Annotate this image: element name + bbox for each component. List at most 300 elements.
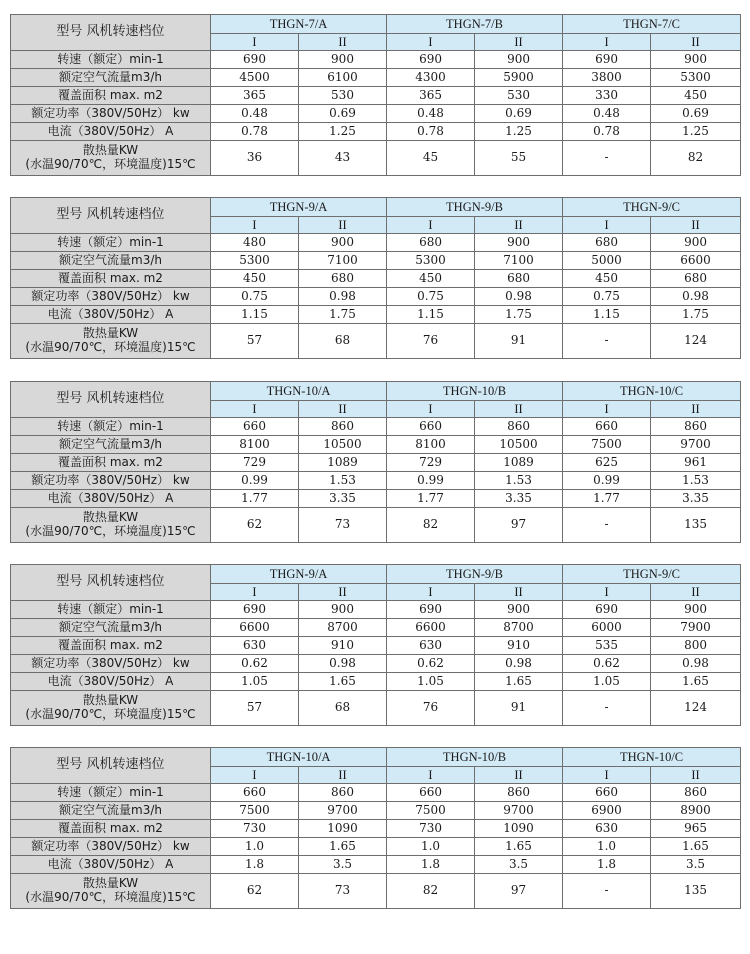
power-row <box>11 288 741 306</box>
heat-value: - <box>563 141 651 176</box>
heat-value: 36 <box>211 141 299 176</box>
speed-label: 转速（额定）min-1 <box>11 51 211 69</box>
power-value: 1.0 <box>563 838 651 856</box>
current-label: 电流（380V/50Hz） A <box>11 123 211 141</box>
airflow-value: 7500 <box>211 802 299 820</box>
current-value: 1.65 <box>651 673 741 691</box>
airflow-value: 5300 <box>211 252 299 270</box>
gear-label: II <box>651 217 741 234</box>
gear-label: II <box>299 584 387 601</box>
model-fan-gear-label: 型号 风机转速档位 <box>11 198 211 234</box>
model-name: THGN-9/B <box>387 198 563 217</box>
gear-label: II <box>475 584 563 601</box>
airflow-label: 额定空气流量m3/h <box>11 436 211 454</box>
current-value: 1.15 <box>387 306 475 324</box>
model-name: THGN-9/A <box>211 198 387 217</box>
heat-value: 124 <box>651 691 741 726</box>
heat-label-line2: (水温90/70℃，环境温度)15℃ <box>25 707 196 721</box>
speed-label: 转速（额定）min-1 <box>11 234 211 252</box>
heat-label-line2: (水温90/70℃，环境温度)15℃ <box>25 157 196 171</box>
model-fan-gear-label: 型号 风机转速档位 <box>11 382 211 418</box>
model-name: THGN-7/A <box>211 15 387 34</box>
power-value: 0.62 <box>563 655 651 673</box>
heat-value: 91 <box>475 324 563 359</box>
model-fan-gear-label: 型号 风机转速档位 <box>11 748 211 784</box>
current-value: 3.35 <box>651 490 741 508</box>
power-value: 1.65 <box>475 838 563 856</box>
model-header-row <box>11 565 741 584</box>
area-value: 910 <box>299 637 387 655</box>
speed-value: 680 <box>563 234 651 252</box>
airflow-value: 6600 <box>387 619 475 637</box>
airflow-value: 4300 <box>387 69 475 87</box>
airflow-label: 额定空气流量m3/h <box>11 802 211 820</box>
area-value: 625 <box>563 454 651 472</box>
power-value: 0.98 <box>651 655 741 673</box>
current-value: 1.8 <box>563 856 651 874</box>
area-label: 覆盖面积 max. m2 <box>11 820 211 838</box>
model-name: THGN-10/B <box>387 382 563 401</box>
current-value: 3.35 <box>299 490 387 508</box>
airflow-value: 6600 <box>651 252 741 270</box>
speed-value: 900 <box>299 234 387 252</box>
model-header-row <box>11 748 741 767</box>
airflow-value: 7500 <box>387 802 475 820</box>
heat-value: 124 <box>651 324 741 359</box>
power-value: 0.98 <box>475 655 563 673</box>
current-value: 1.8 <box>211 856 299 874</box>
area-label: 覆盖面积 max. m2 <box>11 87 211 105</box>
power-value: 0.98 <box>651 288 741 306</box>
airflow-value: 8700 <box>299 619 387 637</box>
area-value: 730 <box>211 820 299 838</box>
area-label: 覆盖面积 max. m2 <box>11 637 211 655</box>
speed-value: 860 <box>651 784 741 802</box>
current-value: 1.77 <box>211 490 299 508</box>
airflow-value: 3800 <box>563 69 651 87</box>
heat-value: - <box>563 508 651 543</box>
current-row <box>11 490 741 508</box>
current-value: 1.05 <box>563 673 651 691</box>
area-value: 729 <box>387 454 475 472</box>
heat-value: 82 <box>387 508 475 543</box>
gear-label: I <box>211 584 299 601</box>
heat-label <box>11 508 211 543</box>
power-value: 0.48 <box>563 105 651 123</box>
airflow-value: 5300 <box>651 69 741 87</box>
area-value: 910 <box>475 637 563 655</box>
speed-value: 900 <box>651 51 741 69</box>
heat-value: 57 <box>211 691 299 726</box>
heat-label-line2: (水温90/70℃，环境温度)15℃ <box>25 524 196 538</box>
speed-row <box>11 234 741 252</box>
gear-label: I <box>563 767 651 784</box>
gear-label: I <box>563 401 651 418</box>
airflow-value: 9700 <box>299 802 387 820</box>
current-value: 1.77 <box>387 490 475 508</box>
model-fan-gear-label: 型号 风机转速档位 <box>11 15 211 51</box>
gear-label: I <box>211 217 299 234</box>
area-value: 961 <box>651 454 741 472</box>
heat-value: 43 <box>299 141 387 176</box>
airflow-value: 9700 <box>475 802 563 820</box>
airflow-value: 6900 <box>563 802 651 820</box>
airflow-value: 8700 <box>475 619 563 637</box>
current-value: 1.25 <box>651 123 741 141</box>
area-label: 覆盖面积 max. m2 <box>11 454 211 472</box>
power-value: 0.62 <box>211 655 299 673</box>
airflow-value: 10500 <box>299 436 387 454</box>
gear-label: II <box>475 217 563 234</box>
area-row <box>11 87 741 105</box>
area-value: 450 <box>563 270 651 288</box>
heat-value: - <box>563 874 651 909</box>
speed-value: 900 <box>475 234 563 252</box>
spec-table-5 <box>10 747 741 909</box>
current-value: 1.15 <box>563 306 651 324</box>
heat-label-line1: 散热量KW <box>82 693 139 708</box>
current-value: 1.15 <box>211 306 299 324</box>
heat-value: 68 <box>299 324 387 359</box>
area-value: 680 <box>299 270 387 288</box>
airflow-row <box>11 436 741 454</box>
area-value: 365 <box>387 87 475 105</box>
heat-value: 135 <box>651 508 741 543</box>
gear-label: I <box>387 217 475 234</box>
airflow-row <box>11 69 741 87</box>
airflow-row <box>11 619 741 637</box>
power-value: 1.0 <box>211 838 299 856</box>
power-row <box>11 105 741 123</box>
current-value: 0.78 <box>211 123 299 141</box>
airflow-value: 7500 <box>563 436 651 454</box>
power-row <box>11 472 741 490</box>
speed-value: 480 <box>211 234 299 252</box>
gear-label: I <box>211 401 299 418</box>
power-value: 0.98 <box>299 288 387 306</box>
current-row <box>11 673 741 691</box>
current-value: 1.75 <box>299 306 387 324</box>
airflow-label: 额定空气流量m3/h <box>11 252 211 270</box>
airflow-value: 7900 <box>651 619 741 637</box>
area-value: 530 <box>475 87 563 105</box>
heat-label-line2: (水温90/70℃，环境温度)15℃ <box>25 890 196 904</box>
model-name: THGN-9/C <box>563 565 741 584</box>
gear-label: I <box>563 34 651 51</box>
gear-label: II <box>299 217 387 234</box>
power-value: 0.69 <box>475 105 563 123</box>
power-label: 额定功率（380V/50Hz） kw <box>11 288 211 306</box>
model-name: THGN-9/A <box>211 565 387 584</box>
gear-label: I <box>563 217 651 234</box>
current-row <box>11 856 741 874</box>
speed-value: 690 <box>563 601 651 619</box>
speed-value: 660 <box>211 418 299 436</box>
current-value: 1.65 <box>475 673 563 691</box>
power-value: 0.98 <box>299 655 387 673</box>
area-value: 630 <box>387 637 475 655</box>
current-value: 3.5 <box>651 856 741 874</box>
power-label: 额定功率（380V/50Hz） kw <box>11 838 211 856</box>
area-value: 530 <box>299 87 387 105</box>
speed-value: 860 <box>475 784 563 802</box>
airflow-value: 10500 <box>475 436 563 454</box>
speed-value: 900 <box>475 51 563 69</box>
airflow-value: 8100 <box>211 436 299 454</box>
gear-label: II <box>651 401 741 418</box>
area-value: 535 <box>563 637 651 655</box>
area-value: 450 <box>211 270 299 288</box>
speed-label: 转速（额定）min-1 <box>11 601 211 619</box>
speed-row <box>11 51 741 69</box>
power-value: 0.62 <box>387 655 475 673</box>
gear-label: I <box>387 34 475 51</box>
airflow-value: 5900 <box>475 69 563 87</box>
current-value: 1.25 <box>475 123 563 141</box>
heat-value: 73 <box>299 874 387 909</box>
gear-label: II <box>651 34 741 51</box>
heat-value: 82 <box>387 874 475 909</box>
speed-value: 860 <box>299 418 387 436</box>
gear-label: II <box>651 584 741 601</box>
heat-value: 97 <box>475 508 563 543</box>
gear-label: I <box>211 767 299 784</box>
area-value: 965 <box>651 820 741 838</box>
gear-label: I <box>387 401 475 418</box>
current-value: 1.75 <box>651 306 741 324</box>
power-value: 0.48 <box>387 105 475 123</box>
gear-label: I <box>387 767 475 784</box>
spec-table-2 <box>10 197 741 359</box>
current-label: 电流（380V/50Hz） A <box>11 673 211 691</box>
current-value: 3.5 <box>299 856 387 874</box>
heat-value: 62 <box>211 508 299 543</box>
heat-label <box>11 874 211 909</box>
gear-label: I <box>211 34 299 51</box>
model-name: THGN-10/B <box>387 748 563 767</box>
speed-label: 转速（额定）min-1 <box>11 418 211 436</box>
speed-value: 860 <box>475 418 563 436</box>
speed-value: 660 <box>563 784 651 802</box>
power-value: 1.53 <box>299 472 387 490</box>
heat-row <box>11 691 741 726</box>
power-value: 0.69 <box>651 105 741 123</box>
power-value: 1.65 <box>651 838 741 856</box>
airflow-value: 6000 <box>563 619 651 637</box>
heat-row <box>11 141 741 176</box>
power-label: 额定功率（380V/50Hz） kw <box>11 472 211 490</box>
current-value: 1.8 <box>387 856 475 874</box>
power-value: 0.99 <box>211 472 299 490</box>
area-value: 450 <box>651 87 741 105</box>
model-name: THGN-10/C <box>563 748 741 767</box>
area-value: 630 <box>563 820 651 838</box>
gear-label: II <box>475 401 563 418</box>
speed-value: 900 <box>651 234 741 252</box>
gear-label: I <box>387 584 475 601</box>
area-value: 729 <box>211 454 299 472</box>
gear-label: II <box>475 34 563 51</box>
area-value: 450 <box>387 270 475 288</box>
model-name: THGN-10/C <box>563 382 741 401</box>
airflow-value: 7100 <box>475 252 563 270</box>
heat-value: 55 <box>475 141 563 176</box>
speed-value: 900 <box>651 601 741 619</box>
current-row <box>11 123 741 141</box>
area-value: 330 <box>563 87 651 105</box>
model-header-row <box>11 15 741 34</box>
heat-value: 91 <box>475 691 563 726</box>
model-header-row <box>11 382 741 401</box>
area-row <box>11 637 741 655</box>
airflow-value: 5300 <box>387 252 475 270</box>
speed-row <box>11 601 741 619</box>
current-label: 电流（380V/50Hz） A <box>11 490 211 508</box>
area-value: 365 <box>211 87 299 105</box>
speed-value: 860 <box>299 784 387 802</box>
gear-label: II <box>651 767 741 784</box>
speed-value: 660 <box>563 418 651 436</box>
model-name: THGN-7/B <box>387 15 563 34</box>
heat-label-line2: (水温90/70℃，环境温度)15℃ <box>25 340 196 354</box>
heat-value: 76 <box>387 324 475 359</box>
speed-value: 900 <box>475 601 563 619</box>
power-value: 0.75 <box>563 288 651 306</box>
speed-value: 860 <box>651 418 741 436</box>
power-value: 1.0 <box>387 838 475 856</box>
power-label: 额定功率（380V/50Hz） kw <box>11 105 211 123</box>
airflow-row <box>11 802 741 820</box>
heat-value: 73 <box>299 508 387 543</box>
power-value: 0.48 <box>211 105 299 123</box>
model-name: THGN-9/C <box>563 198 741 217</box>
speed-value: 660 <box>387 784 475 802</box>
airflow-value: 8100 <box>387 436 475 454</box>
heat-value: 68 <box>299 691 387 726</box>
area-row <box>11 454 741 472</box>
speed-value: 680 <box>387 234 475 252</box>
heat-value: 76 <box>387 691 475 726</box>
power-value: 1.65 <box>299 838 387 856</box>
heat-label-line1: 散热量KW <box>82 876 139 891</box>
heat-value: 57 <box>211 324 299 359</box>
area-value: 1090 <box>475 820 563 838</box>
speed-value: 660 <box>211 784 299 802</box>
current-label: 电流（380V/50Hz） A <box>11 856 211 874</box>
speed-value: 690 <box>387 51 475 69</box>
spec-table-1 <box>10 14 741 176</box>
power-value: 0.69 <box>299 105 387 123</box>
gear-label: II <box>475 767 563 784</box>
speed-value: 660 <box>387 418 475 436</box>
current-value: 1.65 <box>299 673 387 691</box>
area-value: 680 <box>475 270 563 288</box>
speed-row <box>11 418 741 436</box>
heat-row <box>11 874 741 909</box>
current-value: 1.75 <box>475 306 563 324</box>
heat-value: 45 <box>387 141 475 176</box>
speed-row <box>11 784 741 802</box>
airflow-value: 7100 <box>299 252 387 270</box>
current-value: 1.25 <box>299 123 387 141</box>
area-value: 1089 <box>475 454 563 472</box>
model-header-row <box>11 198 741 217</box>
area-label: 覆盖面积 max. m2 <box>11 270 211 288</box>
power-value: 0.75 <box>387 288 475 306</box>
speed-value: 690 <box>563 51 651 69</box>
power-row <box>11 655 741 673</box>
gear-label: II <box>299 767 387 784</box>
heat-label-line1: 散热量KW <box>82 326 139 341</box>
heat-value: 82 <box>651 141 741 176</box>
heat-value: - <box>563 324 651 359</box>
heat-label-line1: 散热量KW <box>82 510 139 525</box>
power-value: 1.53 <box>651 472 741 490</box>
speed-label: 转速（额定）min-1 <box>11 784 211 802</box>
airflow-value: 6100 <box>299 69 387 87</box>
power-value: 0.75 <box>211 288 299 306</box>
heat-value: 97 <box>475 874 563 909</box>
speed-value: 900 <box>299 51 387 69</box>
spec-table-4 <box>10 564 741 726</box>
gear-label: II <box>299 34 387 51</box>
current-label: 电流（380V/50Hz） A <box>11 306 211 324</box>
current-value: 1.05 <box>387 673 475 691</box>
model-fan-gear-label: 型号 风机转速档位 <box>11 565 211 601</box>
speed-value: 690 <box>387 601 475 619</box>
current-value: 3.5 <box>475 856 563 874</box>
current-value: 3.35 <box>475 490 563 508</box>
model-name: THGN-9/B <box>387 565 563 584</box>
airflow-value: 4500 <box>211 69 299 87</box>
heat-value: 62 <box>211 874 299 909</box>
area-row <box>11 820 741 838</box>
heat-value: 135 <box>651 874 741 909</box>
heat-label <box>11 141 211 176</box>
area-value: 680 <box>651 270 741 288</box>
heat-row <box>11 324 741 359</box>
current-row <box>11 306 741 324</box>
heat-label-line1: 散热量KW <box>82 143 139 158</box>
heat-label <box>11 324 211 359</box>
speed-value: 690 <box>211 601 299 619</box>
airflow-label: 额定空气流量m3/h <box>11 619 211 637</box>
current-value: 1.77 <box>563 490 651 508</box>
power-value: 0.98 <box>475 288 563 306</box>
current-value: 0.78 <box>387 123 475 141</box>
power-value: 0.99 <box>563 472 651 490</box>
heat-label <box>11 691 211 726</box>
power-label: 额定功率（380V/50Hz） kw <box>11 655 211 673</box>
area-value: 730 <box>387 820 475 838</box>
speed-value: 690 <box>211 51 299 69</box>
area-value: 1090 <box>299 820 387 838</box>
gear-label: I <box>563 584 651 601</box>
heat-row <box>11 508 741 543</box>
power-value: 1.53 <box>475 472 563 490</box>
airflow-label: 额定空气流量m3/h <box>11 69 211 87</box>
model-name: THGN-7/C <box>563 15 741 34</box>
airflow-row <box>11 252 741 270</box>
airflow-value: 6600 <box>211 619 299 637</box>
airflow-value: 8900 <box>651 802 741 820</box>
area-value: 800 <box>651 637 741 655</box>
area-row <box>11 270 741 288</box>
airflow-value: 5000 <box>563 252 651 270</box>
area-value: 1089 <box>299 454 387 472</box>
model-name: THGN-10/A <box>211 748 387 767</box>
spec-table-3 <box>10 381 741 543</box>
